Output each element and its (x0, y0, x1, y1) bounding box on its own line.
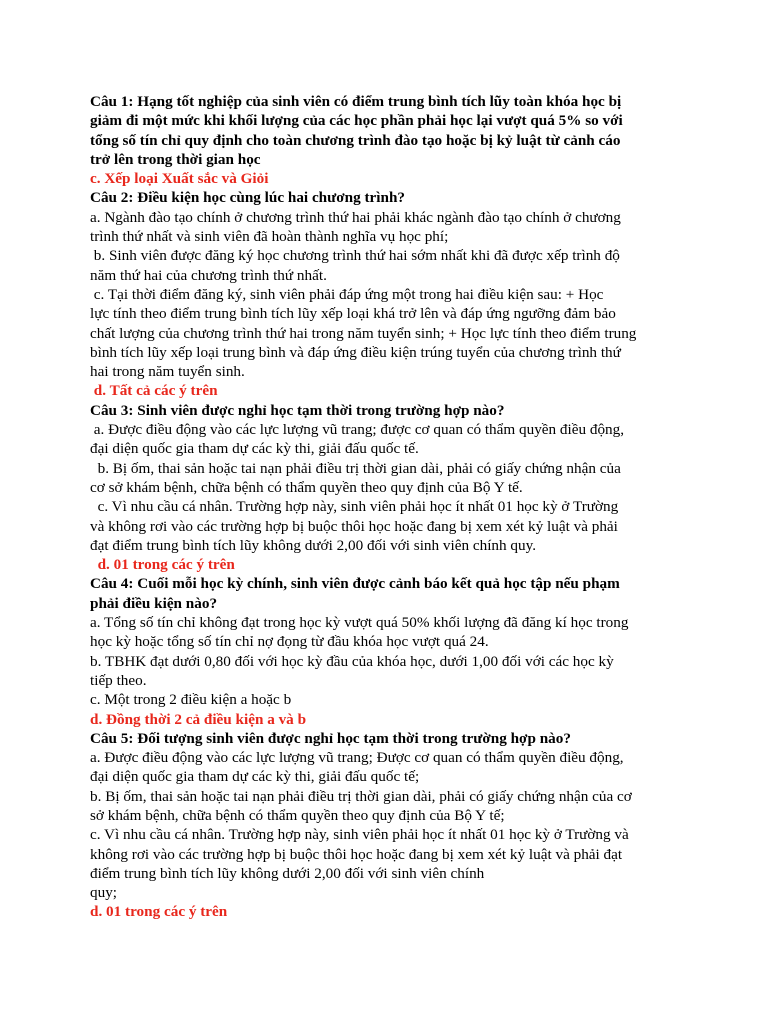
question-5-option-c (90, 825, 690, 902)
option-line: đại diện quốc gia tham dự các kỳ thi, giải đấu quốc tế; (90, 768, 420, 786)
option-line: hai trong năm tuyển sinh. (90, 363, 245, 381)
option-line: không rơi vào các trường hợp bị buộc thôi học hoặc đang bị xem xét kỷ luật và phải đạt (90, 845, 623, 863)
question-1-line: tổng số tín chỉ quy định cho toàn chương trình đào tạo hoặc bị kỷ luật từ cảnh cáo (90, 131, 621, 149)
question-4-option-c (90, 690, 690, 709)
option-line: b. Bị ốm, thai sản hoặc tai nạn phải điều trị thời gian dài, phải có giấy chứng nhận của cơ (90, 787, 632, 805)
option-line: điểm trung bình tích lũy không dưới 2,00 đối với sinh viên chính (90, 864, 485, 882)
question-5-option-a (90, 748, 690, 787)
answer-3-text: d. 01 trong các ý trên (90, 556, 235, 574)
option-line: lực tính theo điểm trung bình tích lũy xếp loại khá trở lên và đáp ứng ngưỡng đảm bảo (90, 305, 616, 323)
question-3 (90, 401, 690, 420)
question-5-text: Câu 5: Đối tượng sinh viên được nghỉ học tạm thời trong trường hợp nào? (90, 729, 571, 747)
question-4-option-a (90, 613, 690, 652)
option-line: b. TBHK đạt dưới 0,80 đối với học kỳ đầu của khóa học, dưới 1,00 đối với các học kỳ (90, 652, 614, 670)
question-2-text: Câu 2: Điều kiện học cùng lúc hai chương trình? (90, 189, 405, 207)
question-5-option-b (90, 787, 690, 826)
answer-3 (90, 555, 690, 574)
question-5 (90, 729, 690, 748)
option-line: a. Được điều động vào các lực lượng vũ trang; Được cơ quan có thẩm quyền điều động, (90, 749, 624, 767)
answer-1 (90, 169, 690, 188)
option-line: trình thứ nhất và sinh viên đã hoàn thành nghĩa vụ học phí; (90, 228, 449, 246)
answer-4-text: d. Đồng thời 2 cả điều kiện a và b (90, 710, 307, 728)
question-1 (90, 92, 690, 169)
option-line: c. Vì nhu cầu cá nhân. Trường hợp này, sinh viên phải học ít nhất 01 học kỳ ở Trường và (90, 826, 629, 844)
option-line: học kỳ hoặc tổng số tín chỉ nợ đọng từ đầu khóa học vượt quá 24. (90, 633, 489, 651)
question-2 (90, 188, 690, 207)
option-line: bình tích lũy xếp loại trung bình và đáp ứng điều kiện trúng tuyển của chương trình thứ (90, 343, 621, 361)
question-2-option-c (90, 285, 690, 381)
question-1-line: giảm đi một mức khi khối lượng của các học phần phải học lại vượt quá 5% so với (90, 112, 623, 130)
option-line: c. Vì nhu cầu cá nhân. Trường hợp này, sinh viên phải học ít nhất 01 học kỳ ở Trường (90, 498, 619, 516)
question-2-option-b (90, 246, 690, 285)
option-line: quy; (90, 884, 118, 902)
document-body (90, 92, 690, 922)
answer-5 (90, 902, 690, 921)
option-line: c. Một trong 2 điều kiện a hoặc b (90, 691, 292, 709)
answer-2-text: d. Tất cả các ý trên (90, 382, 218, 400)
option-line: a. Tổng số tín chỉ không đạt trong học kỳ vượt quá 50% khối lượng đã đăng kí học trong (90, 614, 629, 632)
option-line: đại diện quốc gia tham dự các kỳ thi, giải đấu quốc tế. (90, 440, 419, 458)
answer-1-text: c. Xếp loại Xuất sắc và Giỏi (90, 170, 269, 188)
question-4-line: Câu 4: Cuối mỗi học kỳ chính, sinh viên được cảnh báo kết quả học tập nếu phạm (90, 575, 620, 593)
question-4 (90, 574, 690, 613)
option-line: sở khám bệnh, chữa bệnh có thẩm quyền theo quy định của Bộ Y tế; (90, 806, 505, 824)
question-3-option-b (90, 459, 690, 498)
answer-4 (90, 710, 690, 729)
option-line: và không rơi vào các trường hợp bị buộc thôi học hoặc đang bị xem xét kỷ luật và phải (90, 517, 618, 535)
question-3-text: Câu 3: Sinh viên được nghỉ học tạm thời trong trường hợp nào? (90, 401, 505, 419)
question-1-line: Câu 1: Hạng tốt nghiệp của sinh viên có điểm trung bình tích lũy toàn khóa học bị (90, 93, 622, 110)
answer-5-text: d. 01 trong các ý trên (90, 903, 228, 921)
option-line: b. Bị ốm, thai sản hoặc tai nạn phải điều trị thời gian dài, phải có giấy chứng nhận của (90, 459, 621, 477)
answer-2 (90, 381, 690, 400)
question-3-option-c (90, 497, 690, 555)
option-line: a. Được điều động vào các lực lượng vũ trang; được cơ quan có thẩm quyền điều động, (90, 421, 625, 439)
option-line: a. Ngành đào tạo chính ở chương trình thứ hai phải khác ngành đào tạo chính ở chương (90, 208, 621, 226)
option-line: đạt điểm trung bình tích lũy không dưới 2,00 đối với sinh viên chính quy. (90, 536, 536, 554)
option-line: b. Sinh viên được đăng ký học chương trình thứ hai sớm nhất khi đã được xếp trình độ (90, 247, 620, 265)
question-2-option-a (90, 208, 690, 247)
question-1-line: trở lên trong thời gian học (90, 150, 261, 168)
question-4-line: phải điều kiện nào? (90, 594, 218, 612)
question-4-option-b (90, 652, 690, 691)
option-line: c. Tại thời điểm đăng ký, sinh viên phải đáp ứng một trong hai điều kiện sau: + Học (90, 285, 604, 303)
option-line: chất lượng của chương trình thứ hai trong năm tuyển sinh; + Học lực tính theo điểm trung (90, 324, 637, 342)
option-line: năm thứ hai của chương trình thứ nhất. (90, 266, 327, 284)
question-3-option-a (90, 420, 690, 459)
option-line: tiếp theo. (90, 671, 147, 689)
option-line: cơ sở khám bệnh, chữa bệnh có thẩm quyền theo quy định của Bộ Y tế. (90, 478, 523, 496)
